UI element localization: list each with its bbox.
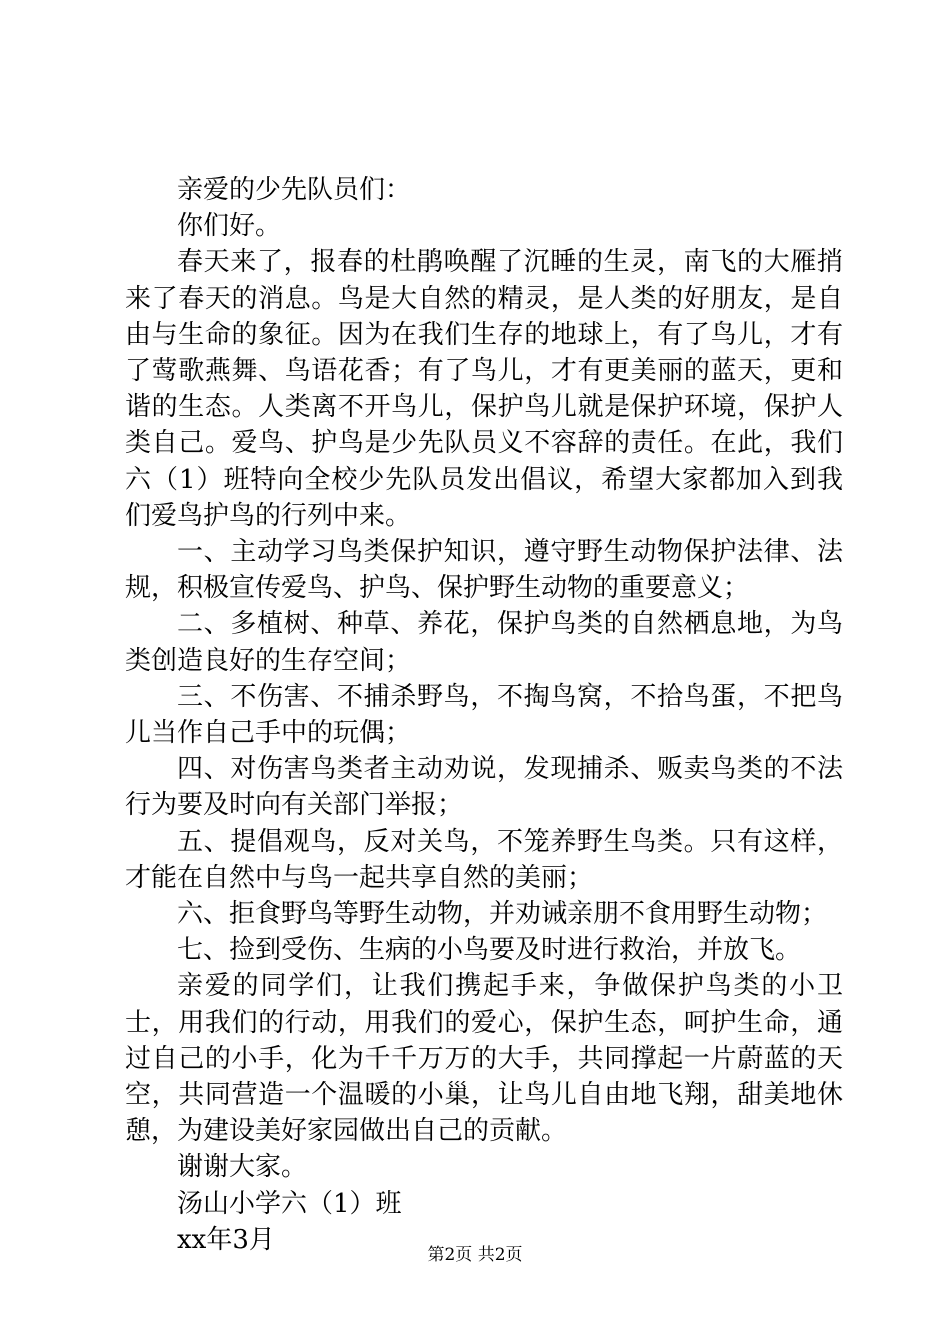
- letter-hello: 你们好。: [177, 211, 282, 242]
- letter-body: [125, 172, 843, 1258]
- letter-date: xx年3月: [177, 1224, 275, 1255]
- letter-closing-paragraph: 亲爱的同学们，让我们携起手来，争做保护鸟类的小卫士，用我们的行动，用我们的爱心，保护生态，呵护生命，通过自己的小手，化为千千万万的大手，共同撑起一片蔚蓝的天空，共同营造一个温暖的小巢，让鸟儿自由地飞翔，甜美地休憩，为建设美好家园做出自己的贡献。: [125, 971, 843, 1147]
- proposal-item-6: 六、拒食野鸟等野生动物，并劝诫亲朋不食用野生动物；: [177, 899, 828, 930]
- proposal-item-7: 七、捡到受伤、生病的小鸟要及时进行救治，并放飞。: [177, 935, 802, 966]
- proposal-item-4: 四、对伤害鸟类者主动劝说，发现捕杀、贩卖鸟类的不法行为要及时向有关部门举报；: [125, 754, 843, 821]
- letter-greeting: 亲爱的少先队员们：: [177, 175, 412, 205]
- proposal-item-2: 二、多植树、种草、养花，保护鸟类的自然栖息地，为鸟类创造良好的生存空间；: [125, 609, 843, 676]
- proposal-item-3: 三、不伤害、不捕杀野鸟，不掏鸟窝，不拾鸟蛋，不把鸟儿当作自己手中的玩偶；: [125, 681, 843, 749]
- letter-intro-paragraph: 春天来了，报春的杜鹃唤醒了沉睡的生灵，南飞的大雁捎来了春天的消息。鸟是大自然的精灵，是人类的好朋友，是自由与生命的象征。因为在我们生存的地球上，有了鸟儿，才有了莺歌燕舞、鸟语花香；有了鸟儿，才有更美丽的蓝天，更和谐的生态。人类离不开鸟儿，保护鸟儿就是保护环境，保护人类自己。爱鸟、护鸟是少先队员义不容辞的责任。在此，我们六（1）班特向全校少先队员发出倡议，希望大家都加入到我们爱鸟护鸟的行列中来。: [125, 247, 843, 531]
- proposal-item-5: 五、提倡观鸟，反对关鸟，不笼养野生鸟类。只有这样，才能在自然中与鸟一起共享自然的美丽；: [125, 826, 843, 893]
- proposal-item-1: 一、主动学习鸟类保护知识，遵守野生动物保护法律、法规，积极宣传爱鸟、护鸟、保护野生动物的重要意义；: [125, 537, 843, 604]
- page-number-footer: 第2页 共2页: [427, 1245, 523, 1265]
- letter-signature: 汤山小学六（1）班: [177, 1188, 402, 1219]
- letter-thanks: 谢谢大家。: [177, 1152, 308, 1183]
